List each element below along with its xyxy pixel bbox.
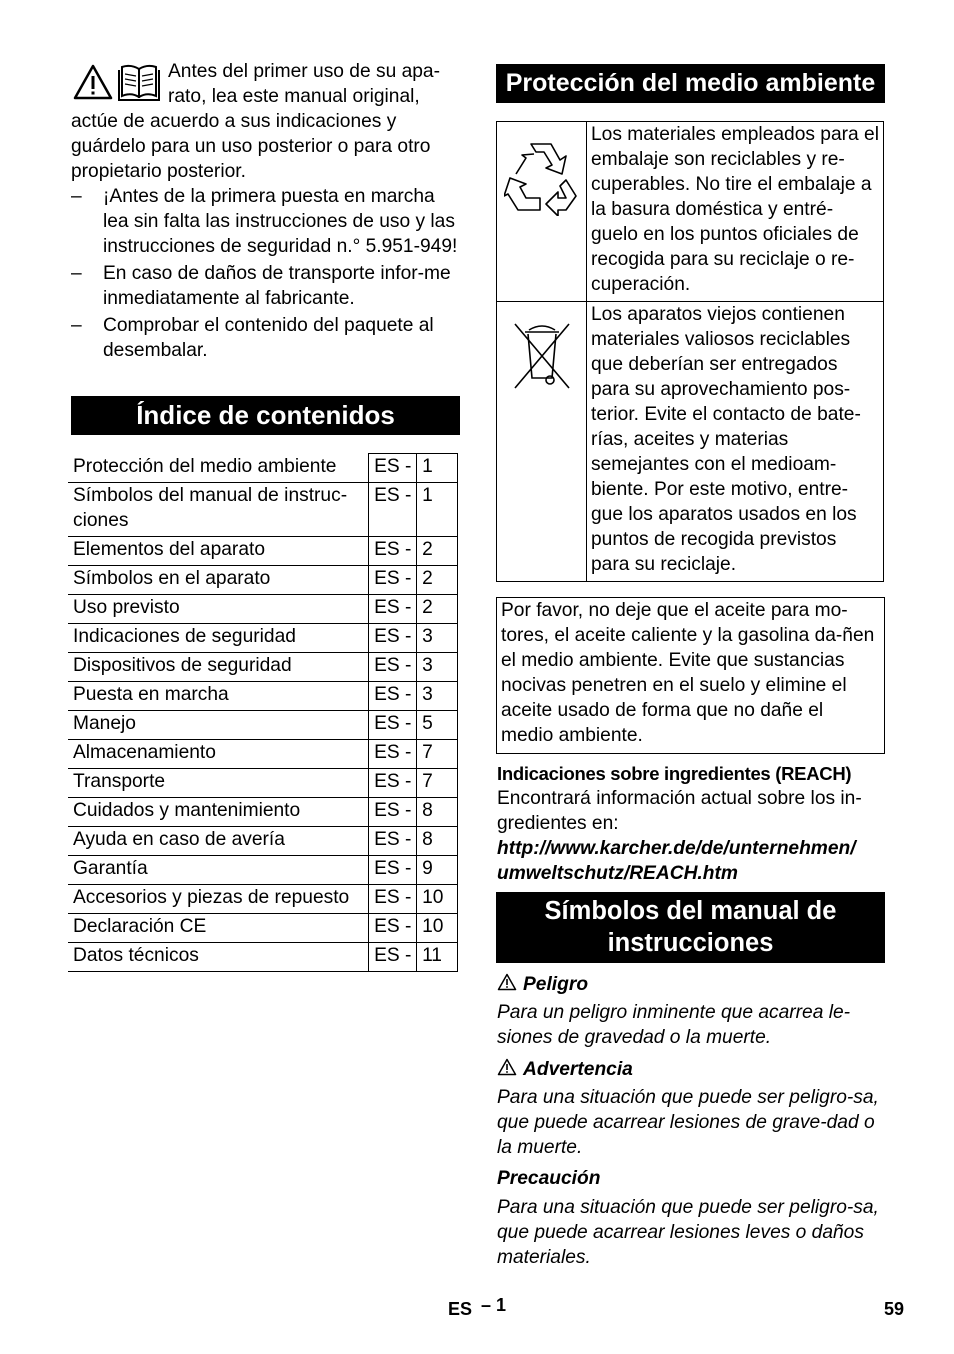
toc-entry-name: Transporte [68, 769, 369, 798]
bin-text: Los aparatos viejos contienen materiales valiosos reciclables que deberían ser entregados para su aprovechamiento pos-terior. Evite el contacto de bate-rías, aceites y materias semejantes con el medioam-biente. Por este motivo, entre-gue los aparatos usados en los puntos de recogida previstos para su reciclaje. [587, 302, 884, 582]
toc-heading: Índice de contenidos [71, 396, 460, 435]
symbol-danger [497, 972, 889, 1050]
toc-entry-name: Elementos del aparato [68, 537, 369, 566]
symbol-danger-text: Para un peligro inminente que acarrea le-siones de gravedad o la muerte. [497, 1002, 851, 1048]
toc-entry-lang: ES - [369, 885, 417, 914]
intro-bullet-list [71, 184, 463, 365]
toc-entry-lang: ES - [369, 769, 417, 798]
table-row [68, 624, 458, 653]
toc-entry-lang: ES - [369, 483, 417, 537]
symbol-caution [497, 1166, 889, 1270]
toc-entry-page: 7 [417, 740, 458, 769]
footer-section-number: – 1 [481, 1295, 507, 1315]
toc-entry-name: Dispositivos de seguridad [68, 653, 369, 682]
toc-entry-lang: ES - [369, 914, 417, 943]
toc-entry-page: 8 [417, 798, 458, 827]
list-item: – Comprobar el contenido del paquete al desembalar. [71, 313, 463, 363]
toc-entry-page: 9 [417, 856, 458, 885]
toc-entry-name: Manejo [68, 711, 369, 740]
table-row [68, 943, 458, 972]
footer-lang: ES [448, 1299, 473, 1319]
toc-entry-lang: ES - [369, 537, 417, 566]
toc-entry-name: Garantía [68, 856, 369, 885]
toc-entry-name: Símbolos del manual de instruc-ciones [68, 483, 369, 537]
symbols-heading-line-2: instrucciones [607, 929, 774, 957]
warning-triangle-icon [497, 973, 517, 991]
toc-entry-page: 1 [417, 454, 458, 483]
symbol-warning [497, 1057, 889, 1160]
toc-entry-name: Indicaciones de seguridad [68, 624, 369, 653]
intro-paragraph [71, 59, 463, 184]
toc-entry-name: Ayuda en caso de avería [68, 827, 369, 856]
toc-entry-name: Uso previsto [68, 595, 369, 624]
recycle-text: Los materiales empleados para el embalaje son reciclables y re-cuperables. No tire el embalaje a la basura doméstica y entré-guelo en los puntos oficiales de recogida para su reciclaje o re-cuperación. [587, 122, 884, 302]
toc-entry-page: 1 [417, 483, 458, 537]
toc-entry-page: 3 [417, 653, 458, 682]
table-row [68, 454, 458, 483]
toc-entry-lang: ES - [369, 682, 417, 711]
toc-entry-page: 2 [417, 566, 458, 595]
table-row [68, 827, 458, 856]
toc-entry-page: 2 [417, 537, 458, 566]
toc-entry-lang: ES - [369, 566, 417, 595]
toc-entry-lang: ES - [369, 454, 417, 483]
toc-table [68, 453, 458, 972]
environment-heading: Protección del medio ambiente [496, 64, 885, 103]
table-row [68, 885, 458, 914]
toc-entry-lang: ES - [369, 856, 417, 885]
toc-entry-page: 8 [417, 827, 458, 856]
table-row [497, 302, 884, 582]
toc-entry-page: 3 [417, 682, 458, 711]
toc-entry-lang: ES - [369, 943, 417, 972]
warning-triangle-icon [497, 1058, 517, 1076]
toc-entry-page: 2 [417, 595, 458, 624]
toc-entry-name: Puesta en marcha [68, 682, 369, 711]
list-item: – ¡Antes de la primera puesta en marcha lea sin falta las instrucciones de uso y las instrucciones de seguridad n.° 5.951-949! [71, 184, 463, 259]
symbol-warning-text: Para una situación que puede ser peligro-sa, que puede acarrear lesiones de grave-dad o la muerte. [497, 1087, 879, 1158]
table-row [68, 483, 458, 537]
toc-entry-lang: ES - [369, 595, 417, 624]
recycle-icon [504, 136, 580, 216]
toc-entry-name: Protección del medio ambiente [68, 454, 369, 483]
symbol-caution-text: Para una situación que puede ser peligro-sa, que puede acarrear lesiones leves o daños materiales. [497, 1197, 879, 1268]
toc-entry-name: Declaración CE [68, 914, 369, 943]
toc-entry-name: Datos técnicos [68, 943, 369, 972]
symbol-danger-head [497, 972, 889, 997]
reach-text: Encontrará información actual sobre los in-gredientes en: [497, 788, 862, 834]
toc-entry-page: 3 [417, 624, 458, 653]
environment-table [496, 121, 884, 582]
symbol-warning-head [497, 1057, 889, 1082]
toc-entry-name: Cuidados y mantenimiento [68, 798, 369, 827]
reach-url-line-2[interactable]: umweltschutz/REACH.htm [497, 863, 738, 884]
symbol-warning-label: Advertencia [523, 1059, 633, 1080]
reach-url-line-1[interactable]: http://www.karcher.de/de/unternehmen/ [497, 838, 856, 859]
toc-entry-lang: ES - [369, 827, 417, 856]
toc-entry-name: Símbolos en el aparato [68, 566, 369, 595]
symbol-caution-label: Precaución [497, 1168, 601, 1189]
recycle-icon-cell [497, 122, 587, 302]
reach-url[interactable] [497, 836, 889, 886]
table-row [68, 798, 458, 827]
toc-entry-lang: ES - [369, 740, 417, 769]
intro-line-rest: actúe de acuerdo a sus indicaciones y guárdelo para un uso posterior o para otro propietario posterior. [71, 111, 431, 182]
page-number: 59 [884, 1299, 905, 1319]
toc-entry-lang: ES - [369, 624, 417, 653]
toc-entry-page: 5 [417, 711, 458, 740]
toc-entry-page: 7 [417, 769, 458, 798]
table-row [497, 122, 884, 302]
crossed-out-bin-icon [509, 316, 575, 392]
bin-icon-cell [497, 302, 587, 582]
intro-line-1: Antes del primer uso de su apa- [168, 61, 440, 82]
table-row [68, 711, 458, 740]
oil-notice-box: Por favor, no deje que el aceite para mo-tores, el aceite caliente y la gasolina da-ñen el medio ambiente. Evite que sustancias nocivas penetren en el suelo y elimine el aceite usado de forma que no dañe el medio ambiente. [496, 597, 885, 754]
toc-entry-lang: ES - [369, 798, 417, 827]
symbols-heading [496, 892, 885, 963]
list-item: – En caso de daños de transporte infor-me inmediatamente al fabricante. [71, 261, 463, 311]
table-row [68, 682, 458, 711]
reach-title: Indicaciones sobre ingredientes (REACH) [497, 763, 852, 784]
toc-entry-page: 10 [417, 885, 458, 914]
toc-entry-lang: ES - [369, 711, 417, 740]
table-row [68, 769, 458, 798]
toc-entry-page: 10 [417, 914, 458, 943]
table-row [68, 566, 458, 595]
table-row [68, 740, 458, 769]
table-row [68, 856, 458, 885]
toc-entry-lang: ES - [369, 653, 417, 682]
symbols-heading-line-1: Símbolos del manual de [544, 897, 837, 925]
table-row [68, 595, 458, 624]
table-row [68, 653, 458, 682]
toc-entry-name: Almacenamiento [68, 740, 369, 769]
intro-line-2: rato, lea este manual original, [168, 86, 420, 107]
toc-entry-name: Accesorios y piezas de repuesto [68, 885, 369, 914]
table-row [68, 914, 458, 943]
symbol-danger-label: Peligro [523, 974, 589, 995]
table-row [68, 537, 458, 566]
footer-section [448, 1297, 506, 1322]
toc-entry-page: 11 [417, 943, 458, 972]
